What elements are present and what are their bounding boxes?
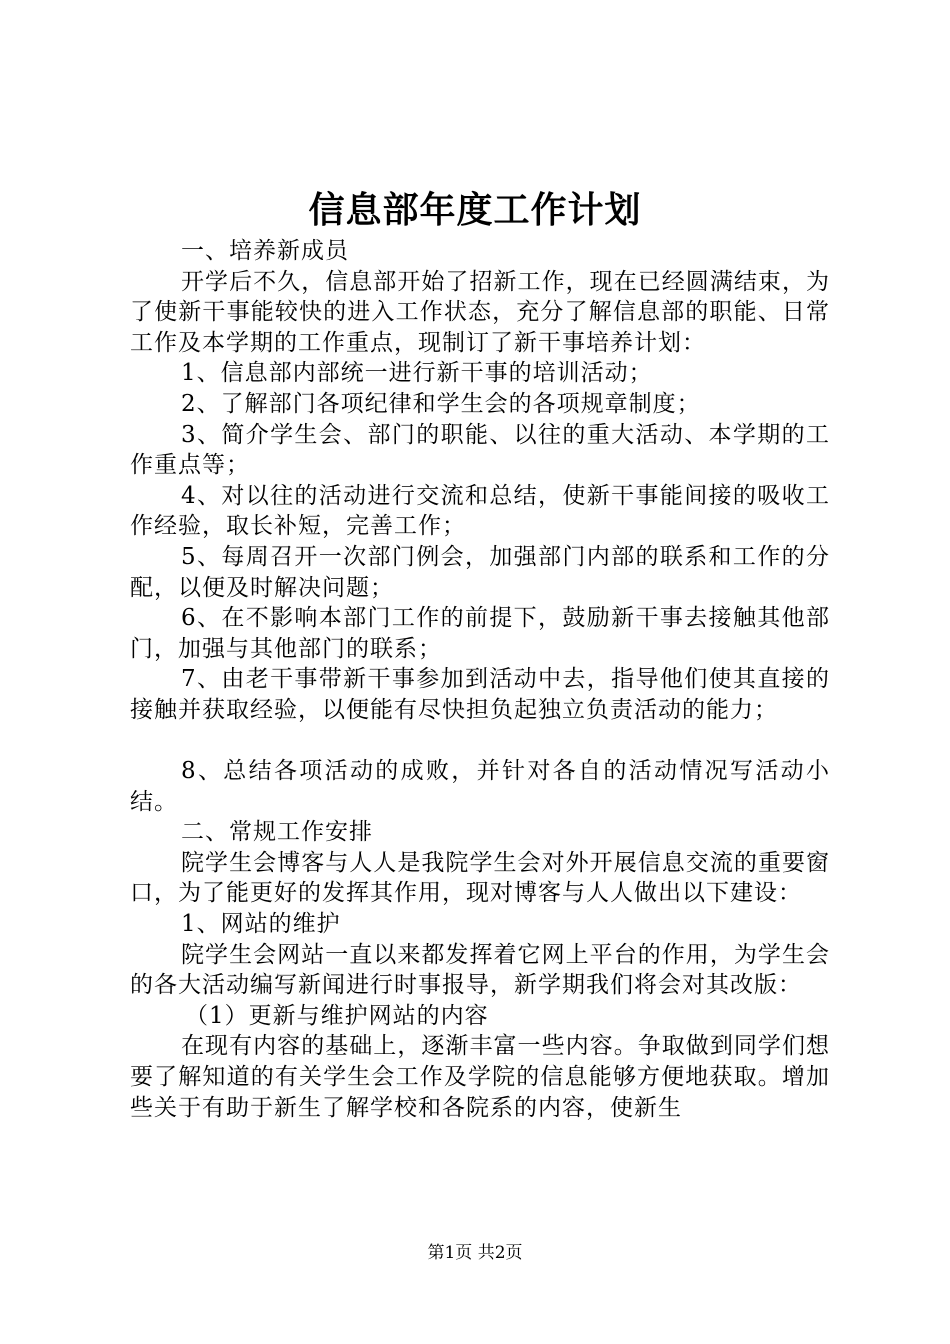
paragraph: 院学生会博客与人人是我院学生会对外开展信息交流的重要窗口，为了能更好的发挥其作用，现对博客与人人做出以下建设： <box>130 849 830 907</box>
document-title: 信息部年度工作计划 <box>308 189 642 231</box>
paragraph: 院学生会网站一直以来都发挥着它网上平台的作用，为学生会的各大活动编写新闻进行时事报导，新学期我们将会对其改版： <box>130 941 830 999</box>
list-item: 7、由老干事带新干事参加到活动中去，指导他们使其直接的接触并获取经验，以便能有尽快担负起独立负责活动的能力； <box>130 666 830 723</box>
paragraph: 开学后不久，信息部开始了招新工作，现在已经圆满结束，为了使新干事能较快的进入工作状态，充分了解信息部的职能、日常工作及本学期的工作重点，现制订了新干事培养计划： <box>130 268 830 356</box>
document-body <box>130 236 830 1123</box>
list-item: 1、信息部内部统一进行新干事的培训活动； <box>181 360 653 387</box>
subsection-heading: 1、网站的维护 <box>181 911 341 938</box>
list-item: 6、在不影响本部门工作的前提下，鼓励新干事去接触其他部门，加强与其他部门的联系； <box>130 605 830 662</box>
list-item: 3、简介学生会、部门的职能、以往的重大活动、本学期的工作重点等； <box>130 421 830 479</box>
list-item: 4、对以往的活动进行交流和总结，使新干事能间接的吸收工作经验，取长补短，完善工作； <box>130 482 830 540</box>
list-item: 2、了解部门各项纪律和学生会的各项规章制度； <box>181 390 701 417</box>
list-item: 5、每周召开一次部门例会，加强部门内部的联系和工作的分配，以便及时解决问题； <box>130 543 830 601</box>
section-heading: 二、常规工作安排 <box>181 819 373 846</box>
section-heading: 一、培养新成员 <box>181 238 349 264</box>
paragraph: 在现有内容的基础上，逐渐丰富一些内容。争取做到同学们想要了解知道的有关学生会工作及学院的信息能够方便地获取。增加些关于有助于新生了解学校和各院系的内容，使新生 <box>130 1033 830 1121</box>
blank-line <box>130 726 830 757</box>
list-item: 8、总结各项活动的成败，并针对各自的活动情况写活动小结。 <box>130 758 830 815</box>
subsection-heading: （1）更新与维护网站的内容 <box>185 1002 489 1029</box>
page-footer: 第1页 共2页 <box>427 1243 523 1263</box>
